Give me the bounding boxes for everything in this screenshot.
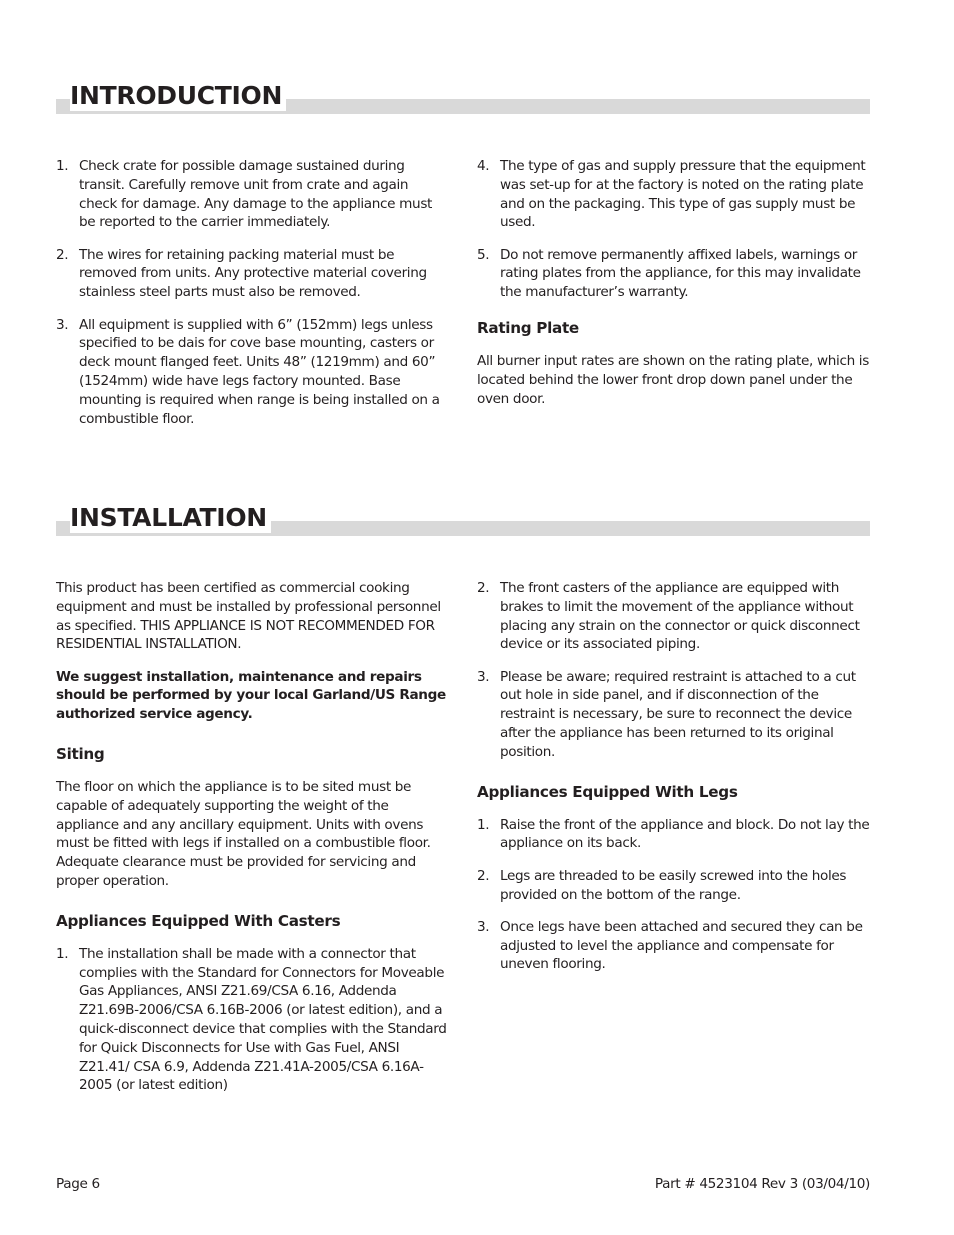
list-item xyxy=(477,816,871,854)
siting-heading: Siting xyxy=(56,745,105,764)
list-item xyxy=(477,246,871,302)
list-item-number: 2. xyxy=(56,246,69,263)
list-item-number: 1. xyxy=(477,816,490,833)
list-item-text: The front casters of the appliance are equipped with brakes to limit the movement of the appliance without placing any strain on the connector or quick disconnect device or its associated piping. xyxy=(500,580,860,653)
list-item xyxy=(477,668,871,762)
list-item-text: Legs are threaded to be easily screwed into the holes provided on the bottom of the range. xyxy=(500,867,847,903)
installation-left-column xyxy=(56,579,450,1109)
list-item-number: 2. xyxy=(477,580,490,596)
page-number: Page 6 xyxy=(56,1176,100,1192)
list-item-text: The wires for retaining packing material must be removed from units. Any protective material covering stainless steel parts must also be removed. xyxy=(79,246,427,301)
list-item-number: 3. xyxy=(477,918,490,935)
installation-suggestion-text: We suggest installation, maintenance and repairs should be performed by your local Garland/US Range authorized service agency. xyxy=(56,668,446,723)
list-item-text: All equipment is supplied with 6” (152mm) legs unless specified to be dais for cove base mounting, casters or deck mount flanged feet. Units 48” (1219mm) and 60” (1524mm) wide have legs factory mounted. Base mounting is required when range is being installed on a combustible floor. xyxy=(79,316,440,427)
list-item-number: 1. xyxy=(56,945,69,962)
installation-right-column xyxy=(477,579,871,988)
list-item xyxy=(56,157,450,232)
list-item xyxy=(477,157,871,232)
casters-heading: Appliances Equipped With Casters xyxy=(56,911,341,930)
list-item-text: The installation shall be made with a connector that complies with the Standard for Connectors for Moveable Gas Appliances, ANSI Z21.69/CSA 6.16, Addenda Z21.69B-2006/CSA 6.16B-2006 (or latest edition), and a quick-disconnect device that complies with the Standard for Quick Disconnects for Use with Gas Fuel, ANSI Z21.41/ CSA 6.9, Addenda Z21.41A-2005/CSA 6.16A-2005 (or latest edition) xyxy=(79,945,447,1094)
list-item xyxy=(56,316,450,429)
list-item-text: Check crate for possible damage sustained during transit. Carefully remove unit from crate and again check for damage. Any damage to the appliance must be reported to the carrier immediately. xyxy=(79,158,433,231)
introduction-left-column xyxy=(56,157,450,442)
legs-heading: Appliances Equipped With Legs xyxy=(477,782,738,801)
installation-title: INSTALLATION xyxy=(70,503,271,533)
list-item-text: Raise the front of the appliance and block. Do not lay the appliance on its back. xyxy=(500,816,870,852)
rating-plate-text: All burner input rates are shown on the rating plate, which is located behind the lower front drop down panel under the oven door. xyxy=(477,353,869,407)
list-item xyxy=(56,945,450,1095)
list-item-number: 5. xyxy=(477,246,490,263)
installation-intro-text: This product has been certified as commercial cooking equipment and must be installed by professional personnel as specified. THIS APPLIANCE IS NOT RECOMMENDED FOR RESIDENTIAL INSTALLATION. xyxy=(56,580,441,653)
list-item-number: 1. xyxy=(56,158,69,174)
list-item-number: 3. xyxy=(56,316,69,333)
rating-plate-heading: Rating Plate xyxy=(477,319,579,338)
list-item xyxy=(56,246,450,302)
list-item xyxy=(477,867,871,905)
list-item xyxy=(477,579,871,654)
introduction-title: INTRODUCTION xyxy=(70,81,286,111)
siting-text: The floor on which the appliance is to be sited must be capable of adequately supporting the weight of the appliance and any ancillary equipment. Units with ovens must be fitted with legs if installed on a combustible floor. Adequate clearance must be provided for servicing and proper operation. xyxy=(56,779,431,890)
introduction-right-column xyxy=(477,157,871,422)
part-number: Part # 4523104 Rev 3 (03/04/10) xyxy=(654,1176,870,1192)
list-item xyxy=(477,918,871,974)
list-item-text: The type of gas and supply pressure that the equipment was set-up for at the factory is noted on the rating plate and on the packaging. This type of gas supply must be used. xyxy=(500,158,866,231)
list-item-number: 2. xyxy=(477,867,490,884)
list-item-text: Please be aware; required restraint is attached to a cut out hole in side panel, and if disconnection of the restraint is necessary, be sure to reconnect the device after the appliance has been returned to its original position. xyxy=(500,668,856,760)
list-item-number: 3. xyxy=(477,668,490,685)
list-item-number: 4. xyxy=(477,158,490,174)
list-item-text: Once legs have been attached and secured they can be adjusted to level the appliance and compensate for uneven flooring. xyxy=(500,918,863,973)
list-item-text: Do not remove permanently affixed labels, warnings or rating plates from the appliance, for this may invalidate the manufacturer’s warranty. xyxy=(500,246,861,301)
